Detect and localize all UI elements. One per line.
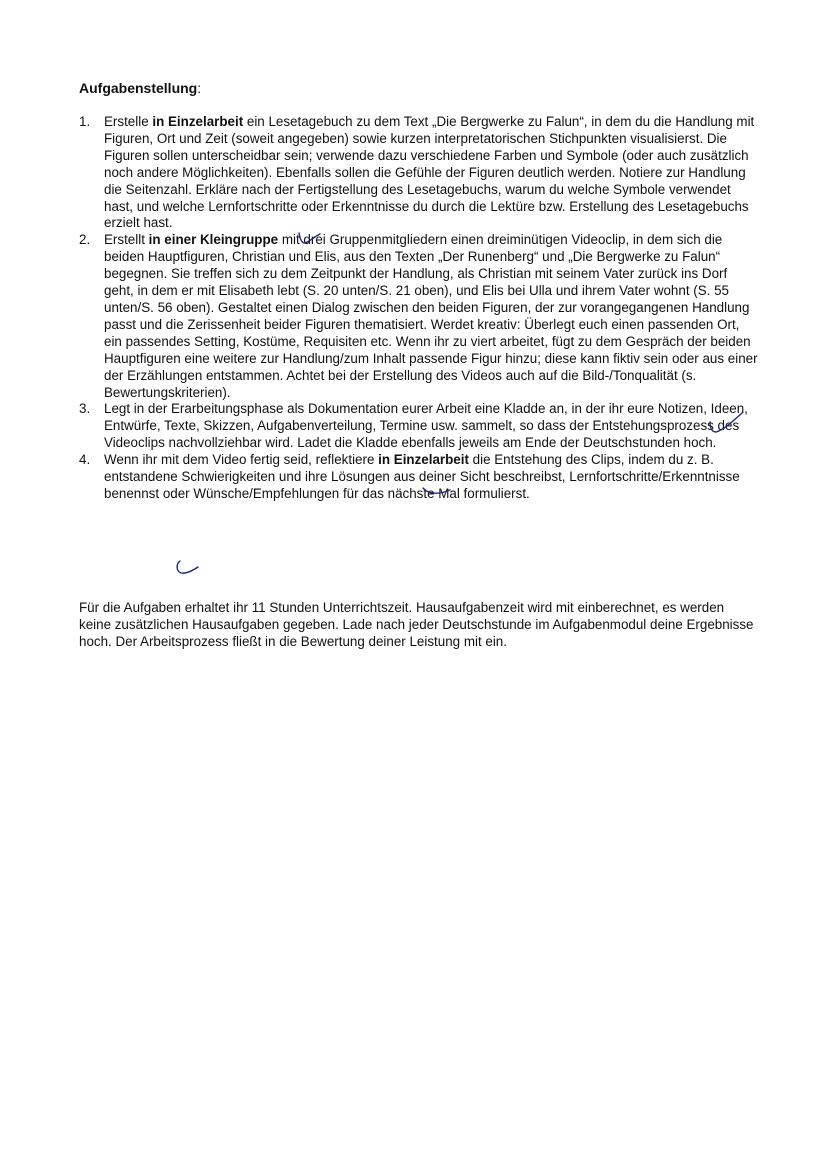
task-text-end: mit drei Gruppenmitgliedern einen dreiminütigen Videoclip, in dem sich die beiden Hauptfiguren, Christian und Elis, aus den Texten „Der Runenberg“ und „Die Bergwerke zu Falun“ begegnen. Sie treffen sich zu dem Zeitpunkt der Handlung, als Christian mit seinem Vater zurück ins Dorf geht, in dem er mit Elisabeth lebt (S. 20 unten/S. 21 oben), und Elis bei Ulla und ihrem Vater wohnt (S. 55 unten/S. 56 oben). Gestaltet einen Dialog zwischen den beiden Figuren, der zur vorangegangenen Handlung passt und die Zerissenheit beider Figuren thematisiert. Werdet kreativ: Überlegt euch einen passenden Ort, ein passendes Setting, Kostüme, Requisiten etc. Wenn ihr zu viert arbeitet, fügt zu dem Gespräch der beiden Hauptfiguren eine weitere zur Handlung/zum Inhalt passende Figur hinzu; diese kann fiktiv sein oder aus einer der Erzählungen entstammen. Achtet bei der Erstellung des Videos auch auf die Bild-/Tonqualität (s. Bewertungskriterien). — [104, 232, 758, 400]
task-text-end: ein Lesetagebuch zu dem Text „Die Bergwerke zu Falun“, in dem du die Handlung mit Figuren, Ort und Zeit (soweit angegeben) sowie kurzen interpretatorischen Stichpunkten visualisierst. Die Figuren sollen unterscheidbar sein; verwende dazu verschiedene Farben und Symbole (oder auch zusätzlich noch andere Möglichkeiten). Ebenfalls sollen die Gefühle der Figuren deutlich werden. Notiere zur Handlung die Seitenzahl. Erkläre nach der Fertigstellung des Lesetagebuchs, warum du welche Symbole verwendet hast, und welche Lernfortschritte oder Erkenntnisse du durch die Lektüre bzw. Erstellung des Lesetagebuchs erzielt hast. — [104, 114, 755, 231]
section-heading — [79, 79, 201, 97]
task-emphasis: in Einzelarbeit — [152, 114, 244, 129]
task-item-2 — [79, 232, 759, 401]
task-item-1 — [79, 114, 759, 232]
task-text-start: Legt in der Erarbeitungsphase als Dokumentation eurer Arbeit eine Kladde an, in der ihr eure Notizen, Ideen, Entwürfe, Texte, Skizzen, Aufgabenverteilung, Termine usw. sammelt, so dass der Entstehungsprozess des Videoclips nachvollziehbar wird. Ladet die Kladde ebenfalls jeweils am Ende der Deutschstunden hoch. — [104, 401, 748, 451]
task-emphasis: in Einzelarbeit — [378, 452, 469, 468]
heading-label: Aufgabenstellung — [79, 80, 198, 96]
handwritten-stroke-icon — [420, 484, 454, 498]
task-text-start: Erstelle — [104, 114, 153, 129]
handwritten-stroke-icon — [172, 558, 202, 578]
task-text-end: die Entstehung des Clips, indem du z. B. entstandene Schwierigkeiten und ihre Lösungen aus deiner Sicht beschreibst, Lernfortschritte/Erkenntnisse benennst oder Wünsche/Empfehlungen für das nächste Mal formulierst. — [104, 452, 740, 501]
task-number: 1. — [79, 114, 91, 129]
task-number: 4. — [79, 452, 91, 468]
task-number: 2. — [79, 232, 91, 248]
handwritten-check-icon — [296, 230, 324, 248]
task-number: 3. — [79, 401, 91, 417]
task-text-start: Erstellt — [104, 232, 149, 248]
task-text-start: Wenn ihr mit dem Video fertig seid, reflektiere — [104, 452, 379, 468]
time-note-paragraph: Für die Aufgaben erhaltet ihr 11 Stunden Unterrichtszeit. Hausaufgabenzeit wird mit einberechnet, es werden keine zusätzlichen Hausaufgaben gegeben. Lade nach jeder Deutschstunde im Aufgabenmodul deine Ergebnisse hoch. Der Arbeitsprozess fließt in die Bewertung deiner Leistung mit ein. — [79, 600, 754, 649]
task-item-3 — [79, 401, 759, 452]
handwritten-check-icon — [706, 410, 746, 436]
task-list — [79, 114, 759, 503]
task-item-4 — [79, 452, 759, 503]
task-emphasis: in einer Kleingruppe — [148, 232, 279, 248]
heading-colon: : — [197, 80, 202, 96]
